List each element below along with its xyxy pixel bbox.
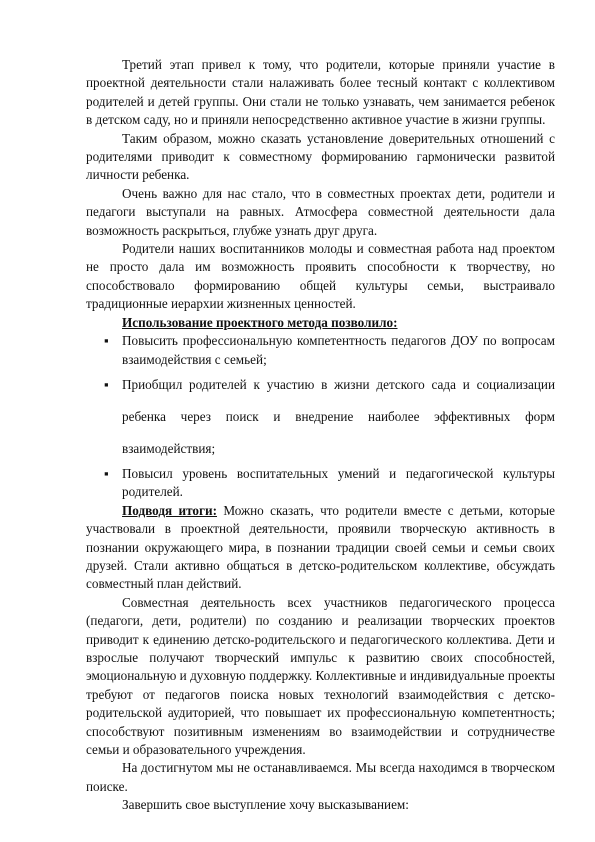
bullet-icon: ▪ bbox=[104, 333, 109, 349]
list-item bbox=[86, 332, 555, 369]
paragraph-achievements: На достигнутом мы не останавливаемся. Мы всегда находимся в творческом поиске. bbox=[86, 760, 555, 794]
summary-lead: Подводя итоги: bbox=[122, 502, 218, 518]
paragraph-trust: Таким образом, можно сказать установление доверительных отношений с родителями приводит к совместному формированию гармонически развитой личности ребенка. bbox=[86, 130, 555, 183]
paragraph-equal: Очень важно для нас стало, что в совместных проектах дети, родители и педагоги выступали на равных. Атмосфера совместной деятельности дала возможность раскрыться, глубже узнать друг друга. bbox=[86, 185, 555, 238]
summary-text: Можно сказать, что родители вместе с детьми, которые участвовали в проектной деятельности, проявили творческую активность в познании окружающего мира, в познании традиции своей семьи и семьи своих друзей. Стали активно общаться в детско-родительском коллективе, обсуждать совместный план действий. bbox=[86, 502, 555, 592]
list-item-text: Повысить профессиональную компетентность педагогов ДОУ по вопросам взаимодействия с семьей; bbox=[122, 333, 555, 367]
paragraph-closing: Завершить свое выступление хочу высказыванием: bbox=[122, 797, 409, 813]
bullet-icon: ▪ bbox=[104, 376, 109, 392]
list-item bbox=[86, 369, 555, 465]
paragraph-third-stage: Третий этап привел к тому, что родители, которые приняли участие в проектной деятельности стали налаживать более тесный контакт с коллективом родителей и детей группы. Они стали не только узнавать, чем занимается ребенок в детском саду, но и приняли непосредственно активное участие в жизни группы. bbox=[86, 57, 555, 128]
results-list bbox=[86, 332, 555, 502]
paragraph-summary bbox=[86, 502, 555, 594]
paragraph-joint-activity: Совместная деятельность всех участников педагогического процесса (педагоги, дети, родители) по созданию и реализации творческих проектов приводит к единению детско-родительского и педагогического коллектива. Дети и взрослые получают творческий импульс к развитию своих способностей, эмоциональную и духовную поддержку. Коллективные и индивидуальные проекты требуют от педагогов поиска новых технологий взаимодействия с детско-родительской аудиторией, что повышает их профессиональную компетентность; способствуют позитивным изменениям во взаимодействии и сотрудничестве семьи и образовательного учреждения. bbox=[86, 594, 555, 757]
list-item-text: Приобщил родителей к участию в жизни детского сада и социализации ребенка через поиск и внедрение наиболее эффективных форм взаимодействия; bbox=[122, 376, 555, 456]
list-heading: Использование проектного метода позволило: bbox=[122, 314, 398, 330]
bullet-icon: ▪ bbox=[104, 465, 109, 481]
list-item bbox=[86, 465, 555, 502]
paragraph-parents: Родители наших воспитанников молоды и совместная работа над проектом не просто дала им возможность проявить способности к творчеству, но способствовало формированию общей культуры семьи, выстраивало традиционные иерархии жизненных ценностей. bbox=[86, 241, 555, 312]
document-page bbox=[86, 56, 555, 815]
list-item-text: Повысил уровень воспитательных умений и педагогической культуры родителей. bbox=[122, 465, 555, 500]
